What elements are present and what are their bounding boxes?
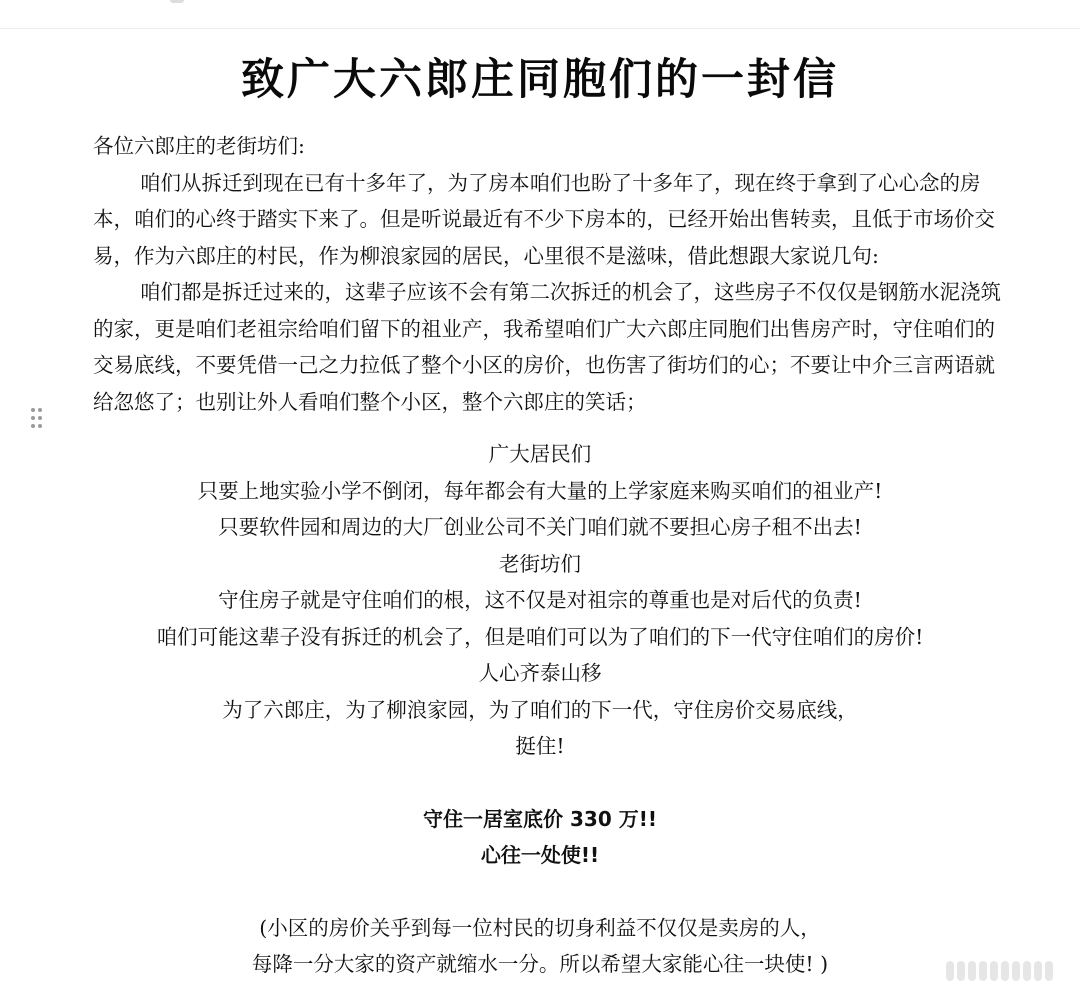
paragraph-1: 咱们从拆迁到现在已有十多年了，为了房本咱们也盼了十多年了，现在终于拿到了心心念的房本，咱们的心终于踏实下来了。但是听说最近有不少下房本的，已经开始出售转卖，且低于市场价交易，作为六郎庄的村民，作为柳浪家园的居民，心里很不是滋味，借此想跟大家说几句: <box>93 170 995 268</box>
centered-line: 守住房子就是守住咱们的根，这不仅是对祖宗的尊重也是对后代的负责! <box>218 588 862 612</box>
centered-section <box>60 436 1020 983</box>
centered-line: 广大居民们 <box>488 442 592 466</box>
paragraph-2: 咱们都是拆迁过来的，这辈子应该不会有第二次拆迁的机会了，这些房子不仅仅是钢筋水泥浇筑的家，更是咱们老祖宗给咱们留下的祖业产，我希望咱们广大六郎庄同胞们出售房产时，守住咱们的交易底线，不要凭借一己之力拉低了整个小区的房价，也伤害了街坊们的心；不要让中介三言两语就给忽悠了；也别让外人看咱们整个小区，整个六郎庄的笑话； <box>93 280 1001 414</box>
centered-line: 只要上地实验小学不倒闭，每年都会有大量的上学家庭来购买咱们的祖业产! <box>197 478 883 503</box>
slogan-price: 守住一居室底价 330 万!! <box>423 806 657 831</box>
centered-line: 只要软件园和周边的大厂创业公司不关门咱们就不要担心房子租不出去! <box>218 515 862 539</box>
drag-handle-icon[interactable] <box>30 408 44 430</box>
letter-body <box>93 128 1013 420</box>
centered-line: 为了六郎庄，为了柳浪家园，为了咱们的下一代，守住房价交易底线， <box>222 697 858 722</box>
top-bar <box>0 0 1080 29</box>
scroll-indicator <box>946 961 1064 981</box>
centered-line: 挺住! <box>515 734 565 758</box>
centered-line: 咱们可能这辈子没有拆迁的机会了，但是咱们可以为了咱们的下一代守住咱们的房价! <box>156 624 924 649</box>
centered-line: 人心齐泰山移 <box>478 661 602 685</box>
letter-title: 致广大六郎庄同胞们的一封信 <box>241 55 839 105</box>
centered-line: 老街坊们 <box>499 551 581 576</box>
note-line: 每降一分大家的资产就缩水一分。所以希望大家能心往一块使! ) <box>251 952 829 976</box>
salutation: 各位六郎庄的老街坊们: <box>93 134 305 158</box>
blank-line <box>60 765 1020 801</box>
top-bar-marker <box>170 0 184 3</box>
blank-line <box>60 874 1020 910</box>
slogan-unity: 心往一处使!! <box>480 843 600 867</box>
note-line: (小区的房价关乎到每一位村民的切身利益不仅仅是卖房的人， <box>259 915 821 940</box>
